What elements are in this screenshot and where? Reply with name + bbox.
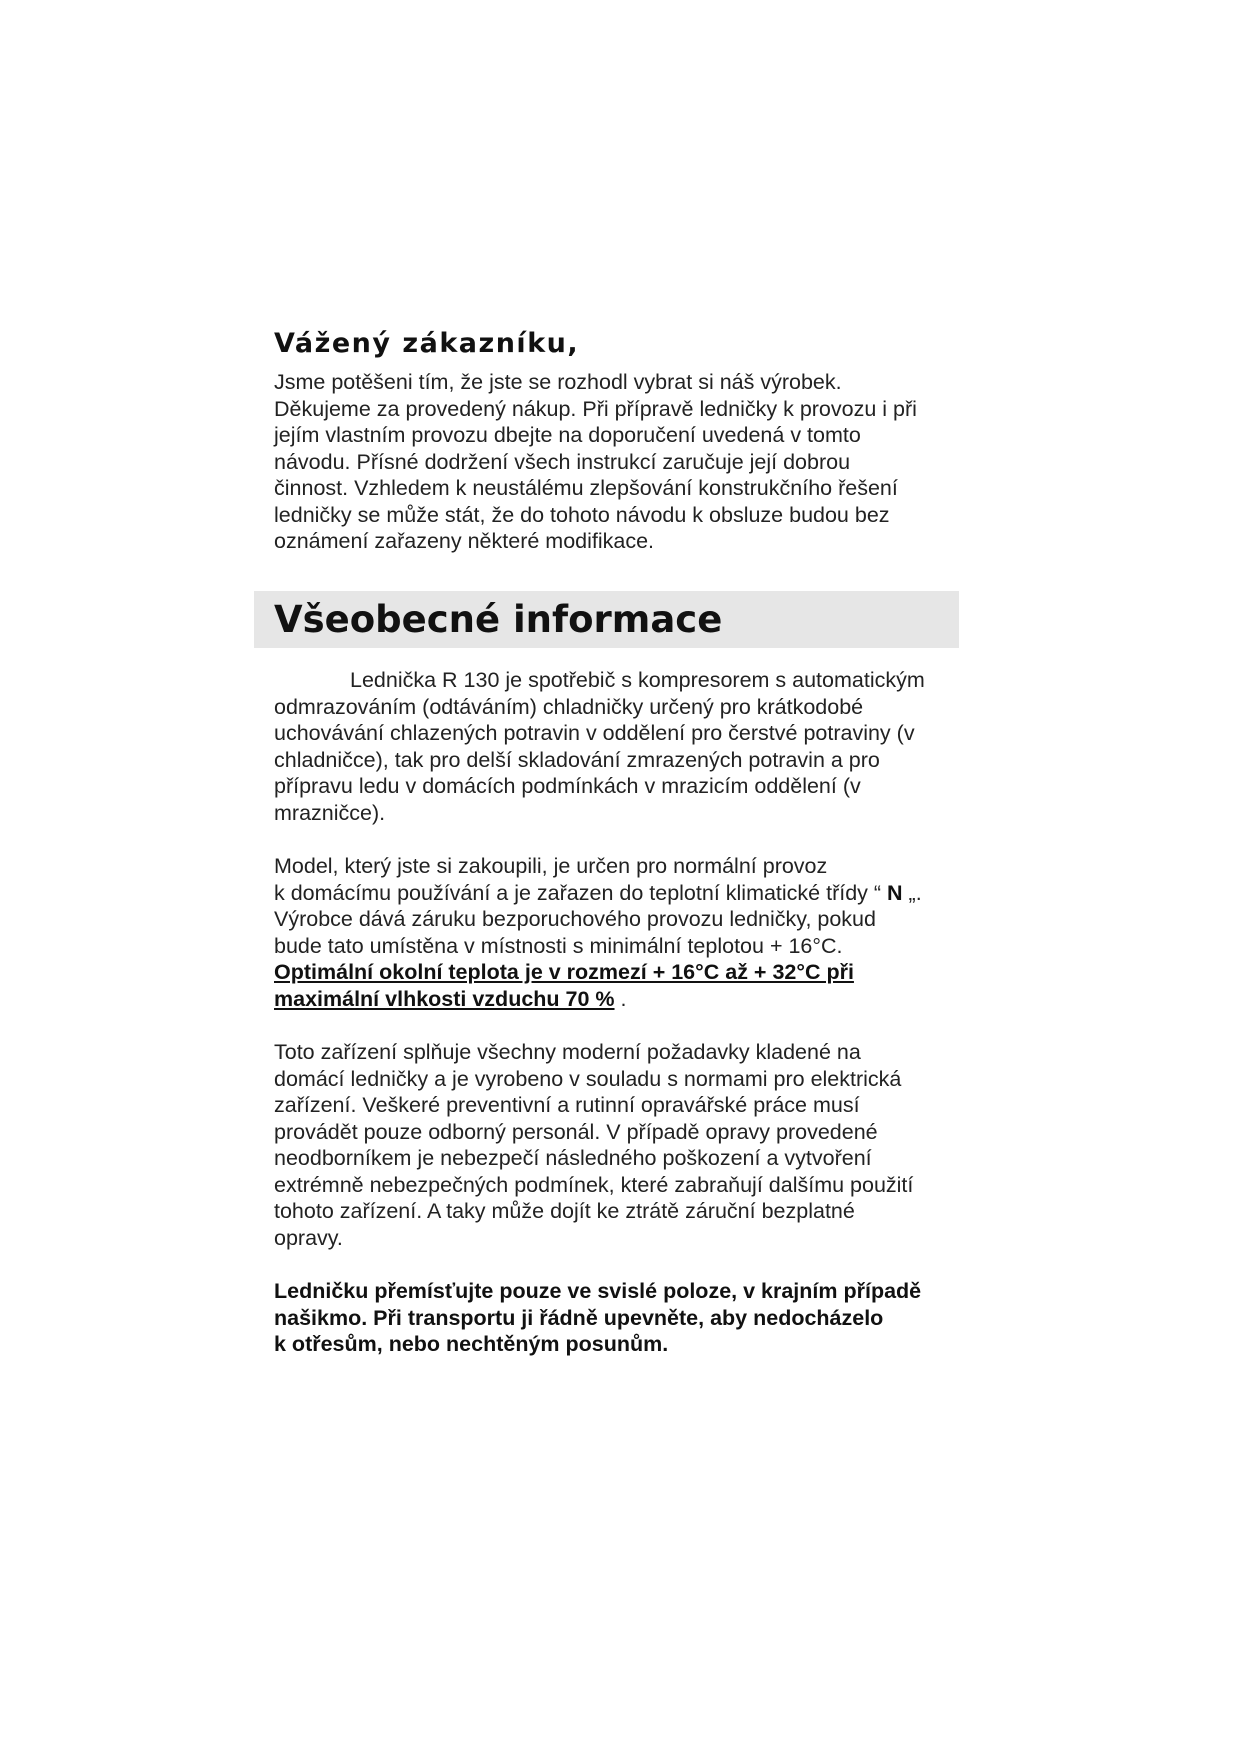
- paragraph-line: Výrobce dává záruku bezporuchového provozu ledničky, pokud: [274, 907, 876, 931]
- paragraph-line: tohoto zařízení. A taky může dojít ke ztrátě záruční bezplatné: [274, 1199, 855, 1223]
- climate-class-paragraph: [274, 853, 994, 1012]
- max-humidity-note: maximální vlhkosti vzduchu 70 %: [274, 986, 615, 1011]
- safety-standards-paragraph: [274, 1039, 994, 1251]
- paragraph-line: k domácímu používání a je zařazen do teplotní klimatické třídy “: [274, 880, 888, 905]
- intro-paragraph: [274, 369, 994, 555]
- paragraph-line: Toto zařízení splňuje všechny moderní požadavky kladené na: [274, 1040, 861, 1064]
- greeting-title: Vážený zákazníku,: [274, 328, 580, 359]
- paragraph-line: zařízení. Veškeré preventivní a rutinní opravářské práce musí: [274, 1093, 860, 1117]
- intro-line: činnost. Vzhledem k neustálému zlepšování konstrukčního řešení: [274, 476, 898, 500]
- intro-line: jejím vlastním provozu dbejte na doporučení uvedená v tomto: [274, 423, 861, 447]
- climate-class-value: N: [887, 880, 903, 905]
- section-title: Všeobecné informace: [274, 598, 723, 641]
- product-description-paragraph: [274, 667, 994, 826]
- transport-warning-paragraph: [274, 1278, 994, 1358]
- paragraph-line: odmrazováním (odtáváním) chladničky určený pro krátkodobé: [274, 694, 864, 719]
- paragraph-line: domácí ledničky a je vyrobeno v souladu s normami pro elektrická: [274, 1066, 902, 1091]
- paragraph-line: našikmo. Při transportu ji řádně upevněte, aby nedocházelo: [274, 1305, 884, 1330]
- paragraph-line: mrazničce).: [274, 800, 386, 825]
- paragraph-line: neodborníkem je nebezpečí následného poškození a vytvoření: [274, 1146, 872, 1170]
- paragraph-line: chladničce), tak pro delší skladování zmrazených potravin a pro: [274, 747, 880, 772]
- paragraph-line: „.: [902, 880, 922, 905]
- intro-line: návodu. Přísné dodržení všech instrukcí zaručuje její dobrou: [274, 449, 851, 474]
- optimal-temperature-note: Optimální okolní teplota je v rozmezí + 16°C až + 32°C při: [274, 960, 854, 984]
- paragraph-line: k otřesům, nebo nechtěným posunům.: [274, 1332, 669, 1356]
- paragraph-line: .: [614, 986, 627, 1011]
- paragraph-line: provádět pouze odborný personál. V případě opravy provedené: [274, 1119, 878, 1144]
- intro-line: Děkujeme za provedený nákup. Při přípravě ledničky k provozu i při: [274, 396, 917, 421]
- intro-line: ledničky se může stát, že do tohoto návodu k obsluze budou bez: [274, 502, 890, 527]
- paragraph-line: extrémně nebezpečných podmínek, které zabraňují dalšímu použití: [274, 1172, 914, 1197]
- paragraph-line: uchovávání chlazených potravin v oddělení pro čerstvé potraviny (v: [274, 721, 915, 745]
- paragraph-line: Model, který jste si zakoupili, je určen pro normální provoz: [274, 854, 828, 878]
- paragraph-line: opravy.: [274, 1225, 343, 1250]
- paragraph-line: Ledničku přemísťujte pouze ve svislé poloze, v krajním případě: [274, 1279, 922, 1303]
- paragraph-line: přípravu ledu v domácích podmínkách v mrazicím oddělení (v: [274, 774, 861, 798]
- intro-line: oznámení zařazeny některé modifikace.: [274, 529, 655, 553]
- paragraph-line: Lednička R 130 je spotřebič s kompresorem s automatickým: [350, 668, 925, 692]
- paragraph-line: bude tato umístěna v místnosti s minimální teplotou + 16°C.: [274, 933, 843, 958]
- intro-line: Jsme potěšeni tím, že jste se rozhodl vybrat si náš výrobek.: [274, 370, 842, 394]
